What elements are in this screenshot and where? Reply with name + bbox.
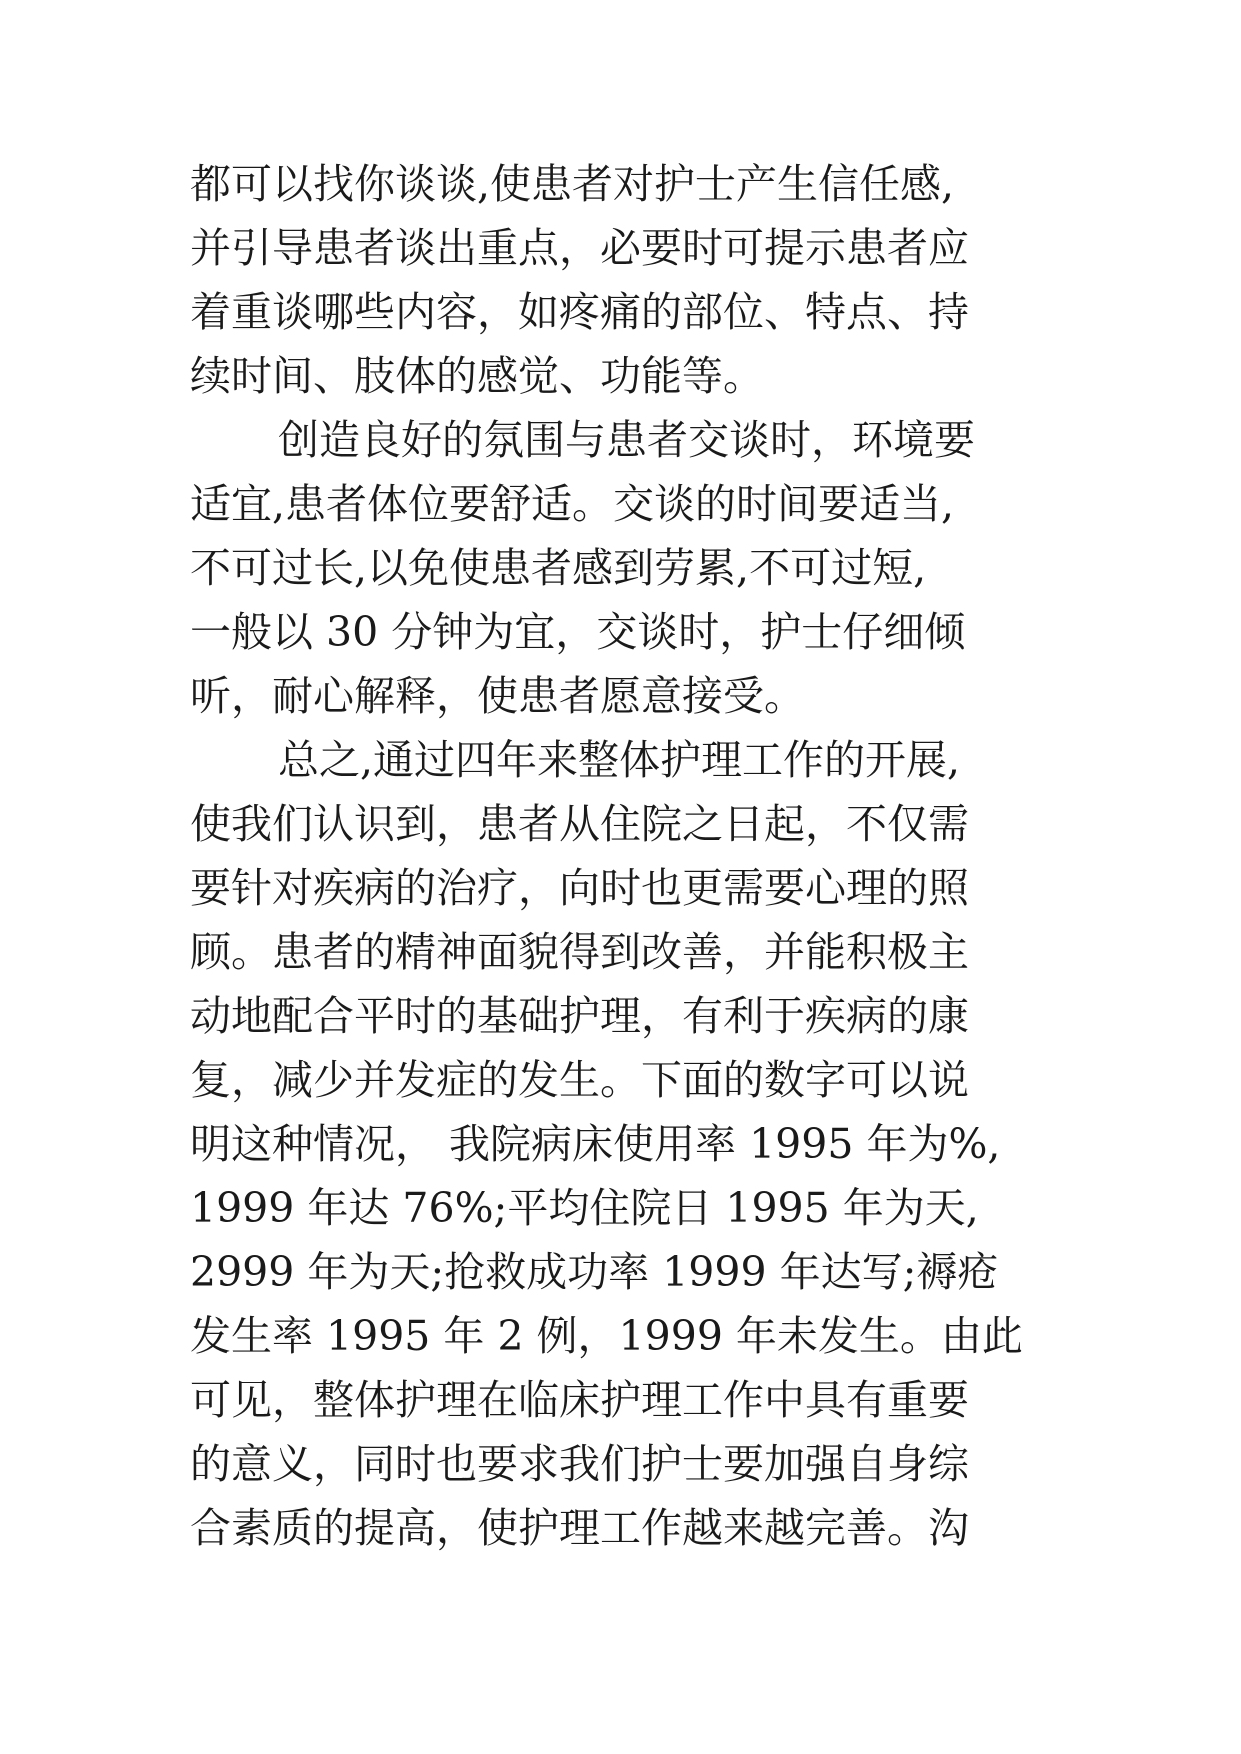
text-line: 都可以找你谈谈,使患者对护士产生信任感,: [190, 160, 955, 208]
text-line: 复，减少并发症的发生。下面的数字可以说: [190, 1056, 969, 1104]
text-line: 发生率 1995 年 2 例，1999 年未发生。由此: [190, 1312, 1023, 1360]
text-line: 创造良好的氛围与患者交谈时，环境要: [278, 416, 975, 464]
text-line: 听，耐心解释，使患者愿意接受。: [190, 672, 805, 720]
text-line: 使我们认识到，患者从住院之日起，不仅需: [190, 800, 969, 848]
text-line: 1999 年达 76%;平均住院日 1995 年为天,: [190, 1184, 979, 1232]
text-line: 顾。患者的精神面貌得到改善，并能积极主: [190, 928, 969, 976]
text-line: 的意义，同时也要求我们护士要加强自身综: [190, 1440, 969, 1488]
paragraph-3: [190, 728, 1110, 1560]
text-line: 并引导患者谈出重点，必要时可提示患者应: [190, 224, 969, 272]
text-line: 总之,通过四年来整体护理工作的开展,: [278, 736, 961, 784]
text-line: 适宜,患者体位要舒适。交谈的时间要适当,: [190, 480, 955, 528]
text-line: 不可过长,以免使患者感到劳累,不可过短,: [190, 544, 927, 592]
text-line: 明这种情况， 我院病床使用率 1995 年为%,: [190, 1120, 1001, 1168]
text-line: 2999 年为天;抢救成功率 1999 年达写;褥疮: [190, 1248, 999, 1296]
paragraph-2: [190, 408, 1110, 728]
text-line: 一般以 30 分钟为宜，交谈时，护士仔细倾: [190, 608, 966, 656]
text-line: 着重谈哪些内容，如疼痛的部位、特点、持: [190, 288, 969, 336]
text-line: 可见，整体护理在临床护理工作中具有重要: [190, 1376, 969, 1424]
paragraph-1: [190, 152, 1110, 408]
document-body: [190, 152, 1110, 1560]
text-line: 合素质的提高，使护理工作越来越完善。沟: [190, 1504, 969, 1552]
text-line: 要针对疾病的治疗，向时也更需要心理的照: [190, 864, 969, 912]
text-line: 续时间、肢体的感觉、功能等。: [190, 352, 764, 400]
text-line: 动地配合平时的基础护理，有利于疾病的康: [190, 992, 969, 1040]
